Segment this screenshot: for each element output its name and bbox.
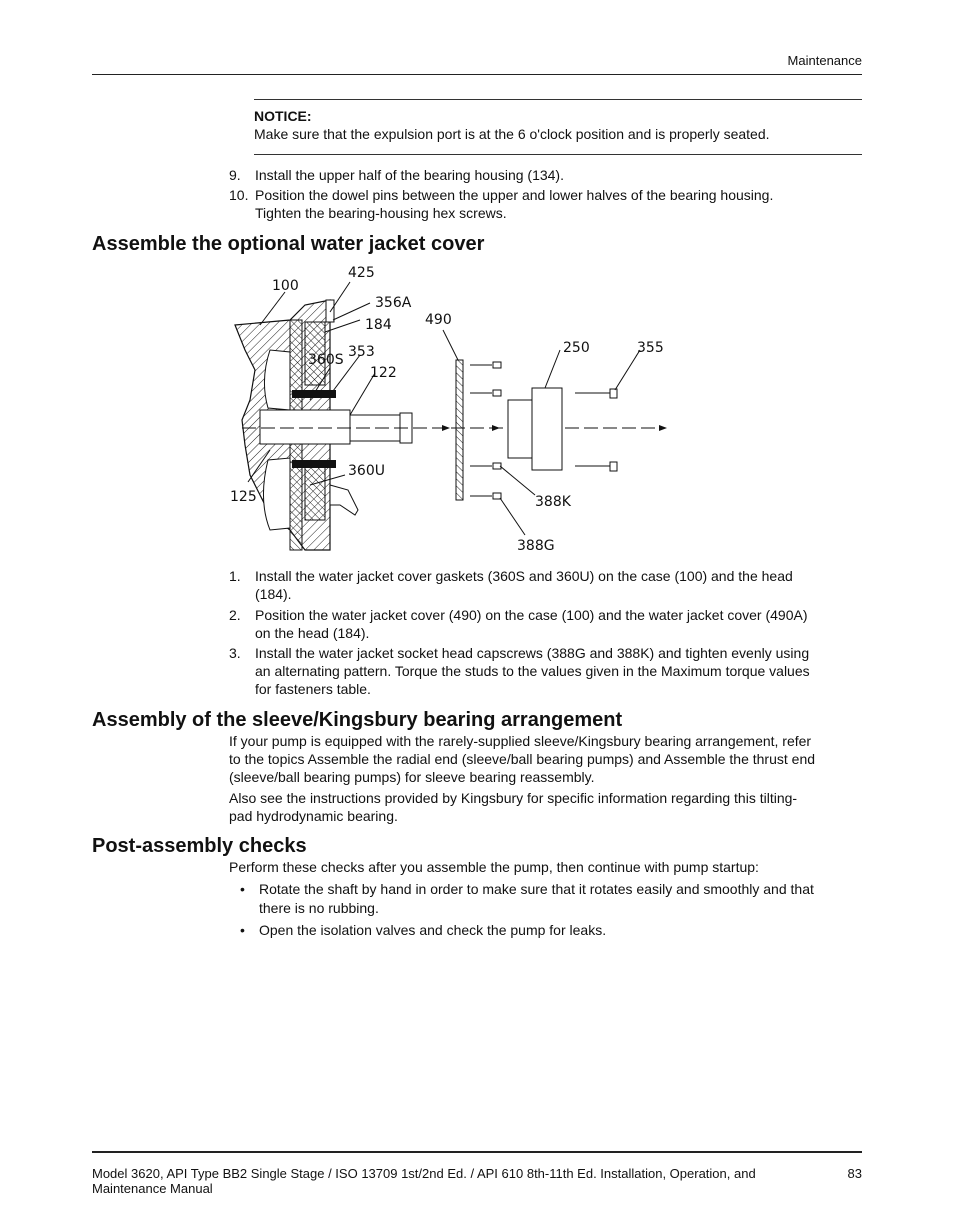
para-line: If your pump is equipped with the rarely-supplied sleeve/Kingsbury bearing arrangement, refer (229, 733, 812, 749)
step-text: Install the water jacket cover gaskets (360S and 360U) on the case (100) and the head (255, 568, 793, 584)
label-100: 100 (272, 278, 299, 294)
notice-text: Make sure that the expulsion port is at the 6 o'clock position and is properly seated. (254, 126, 770, 142)
capscrews-388 (470, 362, 501, 499)
bullet-marker: • (240, 922, 245, 938)
part-250 (508, 388, 562, 470)
bullet-item-1 (240, 880, 860, 920)
water-jacket-assembly-figure (230, 260, 680, 560)
notice-title: NOTICE: (254, 108, 312, 124)
arrow-head-3 (659, 425, 667, 431)
post-assembly-intro: Perform these checks after you assemble the pump, then continue with pump startup: (229, 859, 759, 875)
kingsbury-paragraph-1 (229, 732, 864, 786)
label-388g: 388G (517, 538, 555, 554)
stud-lower (292, 460, 336, 468)
step-number: 9. (229, 167, 241, 183)
step-text: Install the upper half of the bearing housing (134). (255, 167, 564, 183)
wj-step-2 (229, 606, 869, 642)
section-heading-kingsbury: Assembly of the sleeve/Kingsbury bearing arrangement (92, 709, 623, 731)
label-125: 125 (230, 489, 257, 505)
step-text-line2: Tighten the bearing-housing hex screws. (255, 205, 507, 221)
step-text-line3: for fasteners table. (255, 681, 371, 697)
label-360s: 360S (308, 352, 344, 368)
step-text-line2: on the head (184). (255, 625, 370, 641)
label-355: 355 (637, 340, 664, 356)
section-heading-water-jacket: Assemble the optional water jacket cover (92, 233, 485, 255)
step-number: 2. (229, 607, 241, 623)
step-text-line2: an alternating pattern. Torque the studs to the values given in the Maximum torque values (255, 663, 810, 679)
water-jacket-cover-490 (456, 360, 463, 500)
label-356a: 356A (375, 295, 412, 311)
shaft-122 (260, 410, 412, 444)
step-text-line2: (184). (255, 586, 292, 602)
label-425: 425 (348, 265, 375, 281)
bullet-marker: • (240, 881, 245, 897)
label-360u: 360U (348, 463, 385, 479)
para-line: to the topics Assemble the radial end (sleeve/ball bearing pumps) and Assemble the thrust end (229, 751, 816, 767)
notice-box (254, 99, 862, 155)
step-number: 1. (229, 568, 241, 584)
arrow-head-2 (492, 425, 500, 431)
para-line: Also see the instructions provided by Kingsbury for specific information regarding this tilting- (229, 790, 798, 806)
bullet-text: Open the isolation valves and check the pump for leaks. (259, 922, 607, 938)
label-490: 490 (425, 312, 452, 328)
step-number: 3. (229, 645, 241, 661)
bullet-text (259, 880, 859, 918)
wj-step-1 (229, 567, 869, 603)
label-122: 122 (370, 365, 397, 381)
footer-rule (92, 1151, 862, 1153)
step-text: Position the water jacket cover (490) on the case (100) and the water jacket cover (490A) (255, 607, 808, 623)
step-10 (229, 186, 869, 226)
para-line: pad hydrodynamic bearing. (229, 808, 398, 824)
footer-line: Model 3620, API Type BB2 Single Stage / ISO 13709 1st/2nd Ed. / API 610 8th-11th Ed. Installation, Operation, and (92, 1166, 756, 1181)
label-388k: 388K (535, 494, 571, 510)
page-number: 83 (847, 1166, 862, 1181)
label-184: 184 (365, 317, 392, 333)
footer-line: Maintenance Manual (92, 1181, 213, 1196)
para-line: (sleeve/ball bearing pumps) for sleeve bearing reassembly. (229, 769, 595, 785)
bolts-355 (575, 389, 617, 471)
step-number: 10. (229, 187, 249, 203)
section-heading-post-assembly: Post-assembly checks (92, 835, 307, 857)
kingsbury-paragraph-2 (229, 789, 864, 825)
label-353: 353 (348, 344, 375, 360)
wj-step-3 (229, 644, 869, 698)
step-text: Position the dowel pins between the upper and lower halves of the bearing housing. (255, 187, 774, 203)
arrow-head-1 (442, 425, 450, 431)
footer-manual-title (92, 1166, 812, 1196)
header-rule (92, 74, 862, 75)
step-text: Install the water jacket socket head capscrews (388G and 388K) and tighten evenly using (255, 645, 810, 661)
header-section-title: Maintenance (787, 53, 862, 68)
bullet-line: Rotate the shaft by hand in order to make sure that it rotates easily and smoothly and that (259, 881, 814, 897)
bullet-line: there is no rubbing. (259, 900, 379, 916)
label-250: 250 (563, 340, 590, 356)
